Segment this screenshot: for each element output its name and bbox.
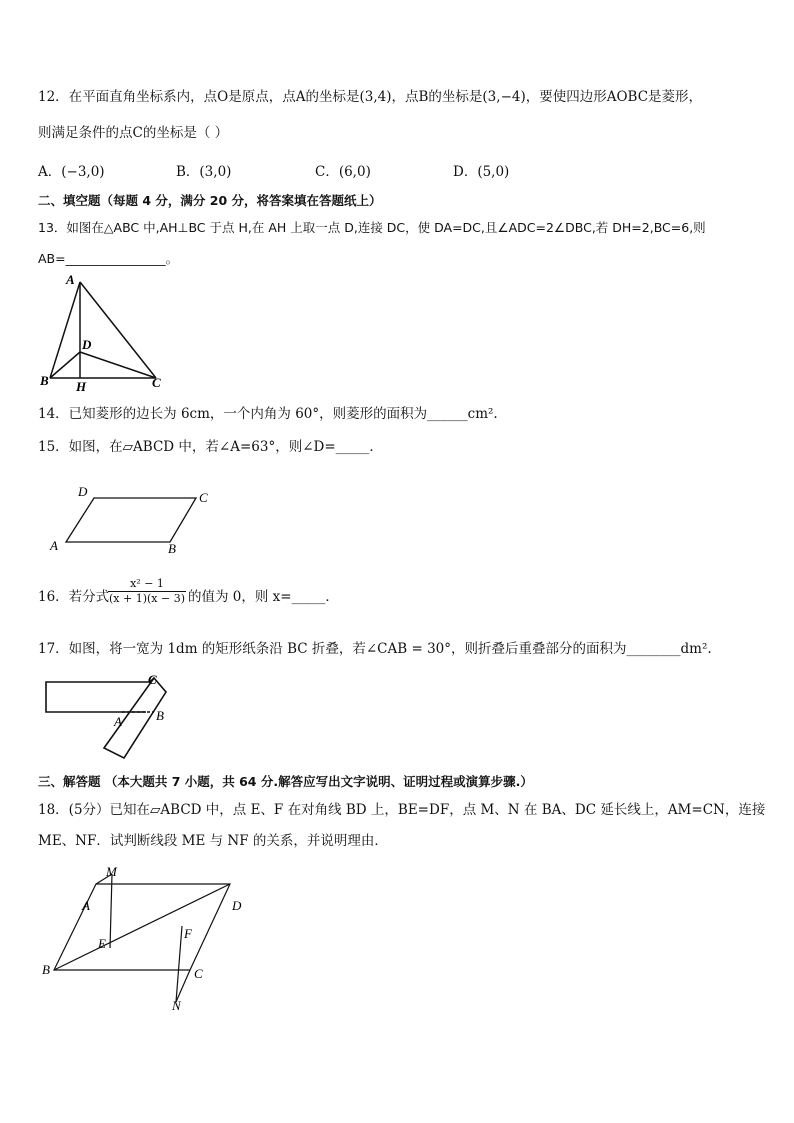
q15-label-b: B <box>168 541 176 556</box>
q12-option-c: C．(6,0) <box>315 164 371 180</box>
q12-option-a: A．(−3,0) <box>38 164 105 180</box>
section-2-heading: 二、填空题（每题 4 分，满分 20 分，将答案填在答题纸上） <box>38 193 382 208</box>
q18-label-f: F <box>184 926 192 941</box>
q17-figure <box>40 670 190 765</box>
q13-label-a: A <box>66 272 75 287</box>
q17-label-c: C <box>148 672 157 687</box>
q13-line1: 13．如图在△ABC 中,AH⊥BC 于点 H,在 AH 上取一点 D,连接 DC，使 DA=DC,且∠ADC=2∠DBC,若 DH=2,BC=6,则 <box>38 220 706 235</box>
q12-option-d: D．(5,0) <box>453 164 510 180</box>
q18-line1: 18．(5分）已知在▱ABCD 中，点 E、F 在对角线 BD 上，BE=DF，点 M、N 在 BA、DC 延长线上，AM=CN，连接 <box>38 802 766 818</box>
section-3-heading: 三、解答题 （本大题共 7 小题，共 64 分.解答应写出文字说明、证明过程或演算步骤.） <box>38 774 533 789</box>
q16-denominator: (x + 1)(x − 3) <box>109 592 185 605</box>
q15-label-a: A <box>50 538 58 553</box>
q17-label-a: A <box>114 714 122 729</box>
q18-label-d: D <box>232 898 242 913</box>
q12-line2: 则满足条件的点C的坐标是（ ） <box>38 125 229 141</box>
q16-numerator: x² − 1 <box>108 577 186 592</box>
q12-line1: 12．在平面直角坐标系内，点O是原点，点A的坐标是(3,4)，点B的坐标是(3,−4)，要使四边形AOBC是菱形， <box>38 89 703 105</box>
q16-suffix: 的值为 0，则 x=_____． <box>188 589 339 605</box>
q17-label-b: B <box>156 708 164 723</box>
q15-label-c: C <box>199 490 208 505</box>
q12-option-b: B．(3,0) <box>176 164 232 180</box>
q13-label-c: C <box>152 375 161 390</box>
q18-label-m: M <box>106 864 117 879</box>
q15-text: 15．如图，在▱ABCD 中，若∠A=63°，则∠D=_____． <box>38 439 383 455</box>
q18-label-b: B <box>42 962 50 977</box>
q18-figure <box>36 862 266 1018</box>
q15-label-d: D <box>78 484 88 499</box>
q13-label-d: D <box>82 337 92 352</box>
q13-label-h: H <box>76 379 87 392</box>
q18-label-a: A <box>82 898 90 913</box>
q14-text: 14．已知菱形的边长为 6cm，一个内角为 60°，则菱形的面积为______cm². <box>38 406 498 422</box>
q16-prefix: 16．若分式 <box>38 589 110 605</box>
q18-label-n: N <box>172 998 181 1013</box>
q17-text: 17．如图，将一宽为 1dm 的矩形纸条沿 BC 折叠，若∠CAB = 30°，则折叠后重叠部分的面积为________dm². <box>38 641 712 657</box>
q13-label-b: B <box>40 373 49 388</box>
q18-label-c: C <box>194 966 203 981</box>
q15-figure <box>44 480 224 558</box>
q13-line2: AB=________________。 <box>38 251 179 266</box>
q18-line2: ME、NF．试判断线段 ME 与 NF 的关系，并说明理由． <box>38 833 388 849</box>
q13-figure <box>36 272 176 392</box>
q16-fraction <box>108 577 186 605</box>
q18-label-e: E <box>98 936 106 951</box>
